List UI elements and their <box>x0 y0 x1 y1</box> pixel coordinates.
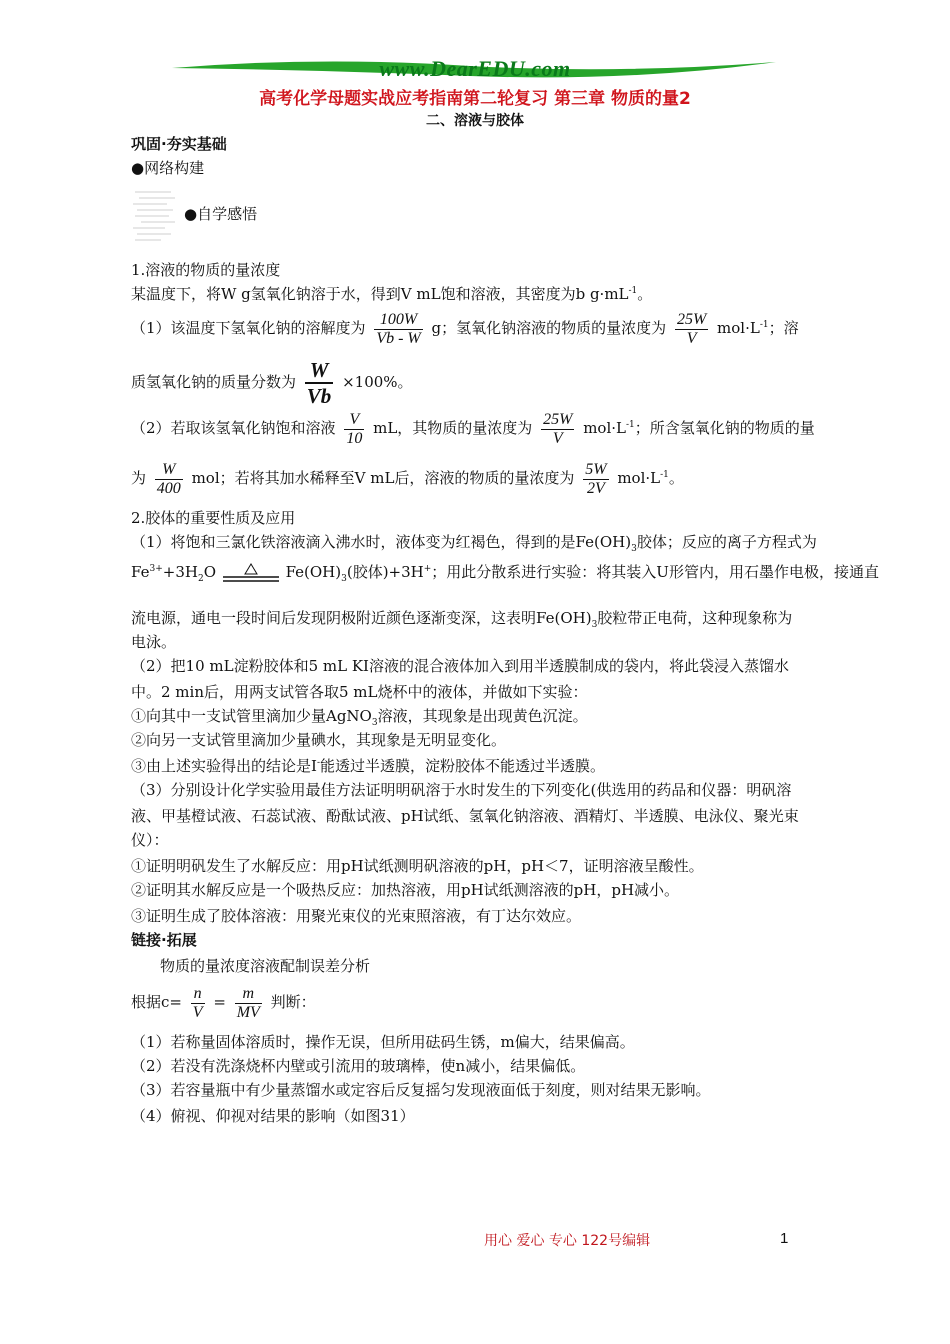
question-2-line-2: 为 $\frac{W}{400}$ mol；若将其加水稀释至V mL后，溶液的物质的量浓度为 $\frac{5W}{2V}$ $mol\cdot L^{-1}$。 <box>131 460 684 497</box>
page-title: 高考化学母题实战应考指南第二轮复习 第三章 物质的量2 <box>259 89 691 109</box>
fraction-amount: $\frac{W}{400}$ <box>156 460 181 497</box>
colloid-2-step-3: ③由上述实验得出的结论是I-能透过半透膜，淀粉胶体不能透过半透膜。 <box>131 757 605 775</box>
bullet-network: ●网络构建 <box>131 159 205 177</box>
page-number: 1 <box>780 1230 789 1247</box>
fraction-mass-fraction: $\frac{W}{Vb}$ <box>306 358 332 408</box>
error-item-3: （3）若容量瓶中有少量蒸馏水或定容后反复摇匀发现液面低于刻度，则对结果无影响。 <box>131 1081 711 1099</box>
error-item-2: （2）若没有洗涤烧杯内壁或引流用的玻璃棒，使n减小，结果偏低。 <box>131 1057 586 1075</box>
colloid-3-line-1: （3）分别设计化学实验用最佳方法证明明矾溶于水时发生的下列变化(供选用的药品和仪器：明矾溶 <box>131 781 792 799</box>
colloid-2-line-1: （2）把10 mL淀粉胶体和5 mL KI溶液的混合液体加入到用半透膜制成的袋内，将此袋浸入蒸馏水 <box>131 657 789 675</box>
section-subtitle: 二、溶液与胶体 <box>426 113 524 129</box>
fraction-volume: $\frac{V}{10}$ <box>346 410 363 447</box>
heading-extension: 链接·拓展 <box>131 931 197 949</box>
question-2-line-1: （2）若取该氢氧化钠饱和溶液 $\frac{V}{10}$ mL，其物质的量浓度为 $\frac{25W}{V}$ $mol\cdot L^{-1}$；所含氢氧化钠的物质的量 <box>131 410 815 447</box>
colloid-2-step-2: ②向另一支试管里滴加少量碘水，其现象是无明显变化。 <box>131 731 507 749</box>
heading-molar-concentration: 1.溶液的物质的量浓度 <box>131 261 281 279</box>
fraction-m-over-mv: $\frac{m}{MV}$ <box>236 984 260 1021</box>
colloid-2-step-1: ①向其中一支试管里滴加少量AgNO$_3$溶液，其现象是出现黄色沉淀。 <box>131 707 588 728</box>
fraction-diluted: $\frac{5W}{2V}$ <box>585 460 607 497</box>
fraction-concentration: $\frac{25W}{V}$ <box>676 310 707 347</box>
question-1-line-2: 质氢氧化钠的质量分数为 $\frac{W}{Vb}$ ×100%。 <box>131 358 413 408</box>
colloid-3-proof-1: ①证明明矾发生了水解反应：用pH试纸测明矾溶液的pH，pH＜7，证明溶液呈酸性。 <box>131 857 704 875</box>
error-item-4: （4）俯视、仰视对结果的影响（如图31） <box>131 1107 415 1125</box>
colloid-3-proof-3: ③证明生成了胶体溶液：用聚光束仪的光束照溶液，有丁达尔效应。 <box>131 907 582 925</box>
heading-consolidate: 巩固·夯实基础 <box>131 135 227 153</box>
heading-colloid: 2.胶体的重要性质及应用 <box>131 509 296 527</box>
fraction-solubility: $\frac{100W}{Vb - W}$ <box>376 310 421 347</box>
fraction-n-over-v: $\frac{n}{V}$ <box>192 984 203 1021</box>
colloid-1-equation: $Fe^{3+}+3H_2O$ $Fe(OH)_3$(胶体)+3H+；用此分散系进行实验：将其装入U形管内，用石墨作电极，接通直 <box>131 563 879 584</box>
heating-arrow-icon <box>221 562 281 584</box>
footer-text: 用心 爱心 专心 122号编辑 <box>484 1233 651 1249</box>
colloid-1-line-4: 电泳。 <box>131 633 177 651</box>
colloid-2-line-2: 中。2 min后，用两支试管各取5 mL烧杯中的液体，并做如下实验： <box>131 683 588 701</box>
error-analysis-title: 物质的量浓度溶液配制误差分析 <box>160 957 371 975</box>
colloid-3-line-2: 液、甲基橙试液、石蕊试液、酚酞试液、pH试纸、氢氧化钠溶液、酒精灯、半透膜、电泳仪、聚光束 <box>131 807 799 825</box>
colloid-1-line-1: （1）将饱和三氯化铁溶液滴入沸水时，液体变为红褐色，得到的是$Fe(OH)_3$胶体；反应的离子方程式为 <box>131 533 817 554</box>
question-1-line-1: （1）该温度下氢氧化钠的溶解度为 $\frac{100W}{Vb - W}$ g；氢氧化钠溶液的物质的量浓度为 $\frac{25W}{V}$ $mol\cdot L^{-1}$；溶 <box>131 310 799 347</box>
fraction-concentration-2: $\frac{25W}{V}$ <box>543 410 573 447</box>
colloid-1-line-3: 流电源，通电一段时间后发现阴极附近颜色逐渐变深，这表明$Fe(OH)_3$胶粒带正电荷，这种现象称为 <box>131 609 793 630</box>
colloid-3-proof-2: ②证明其水解反应是一个吸热反应：加热溶液，用pH试纸测溶液的pH，pH减小。 <box>131 881 680 899</box>
error-item-1: （1）若称量固体溶质时，操作无误，但所用砝码生锈，m偏大，结果偏高。 <box>131 1033 635 1051</box>
colloid-3-line-3: 仪）： <box>131 831 169 849</box>
network-diagram-thumbnail <box>131 186 179 248</box>
bullet-self-study: ●自学感悟 <box>184 205 258 223</box>
logo-text: www.DearEDU.com <box>379 56 571 81</box>
problem-statement: 某温度下，将W g氢氧化钠溶于水，得到V mL饱和溶液，其密度为b $g\cdot mL^{-1}$。 <box>131 285 653 303</box>
formula-line: 根据c= $\frac{n}{V}$ = $\frac{m}{MV}$ 判断： <box>131 984 316 1021</box>
